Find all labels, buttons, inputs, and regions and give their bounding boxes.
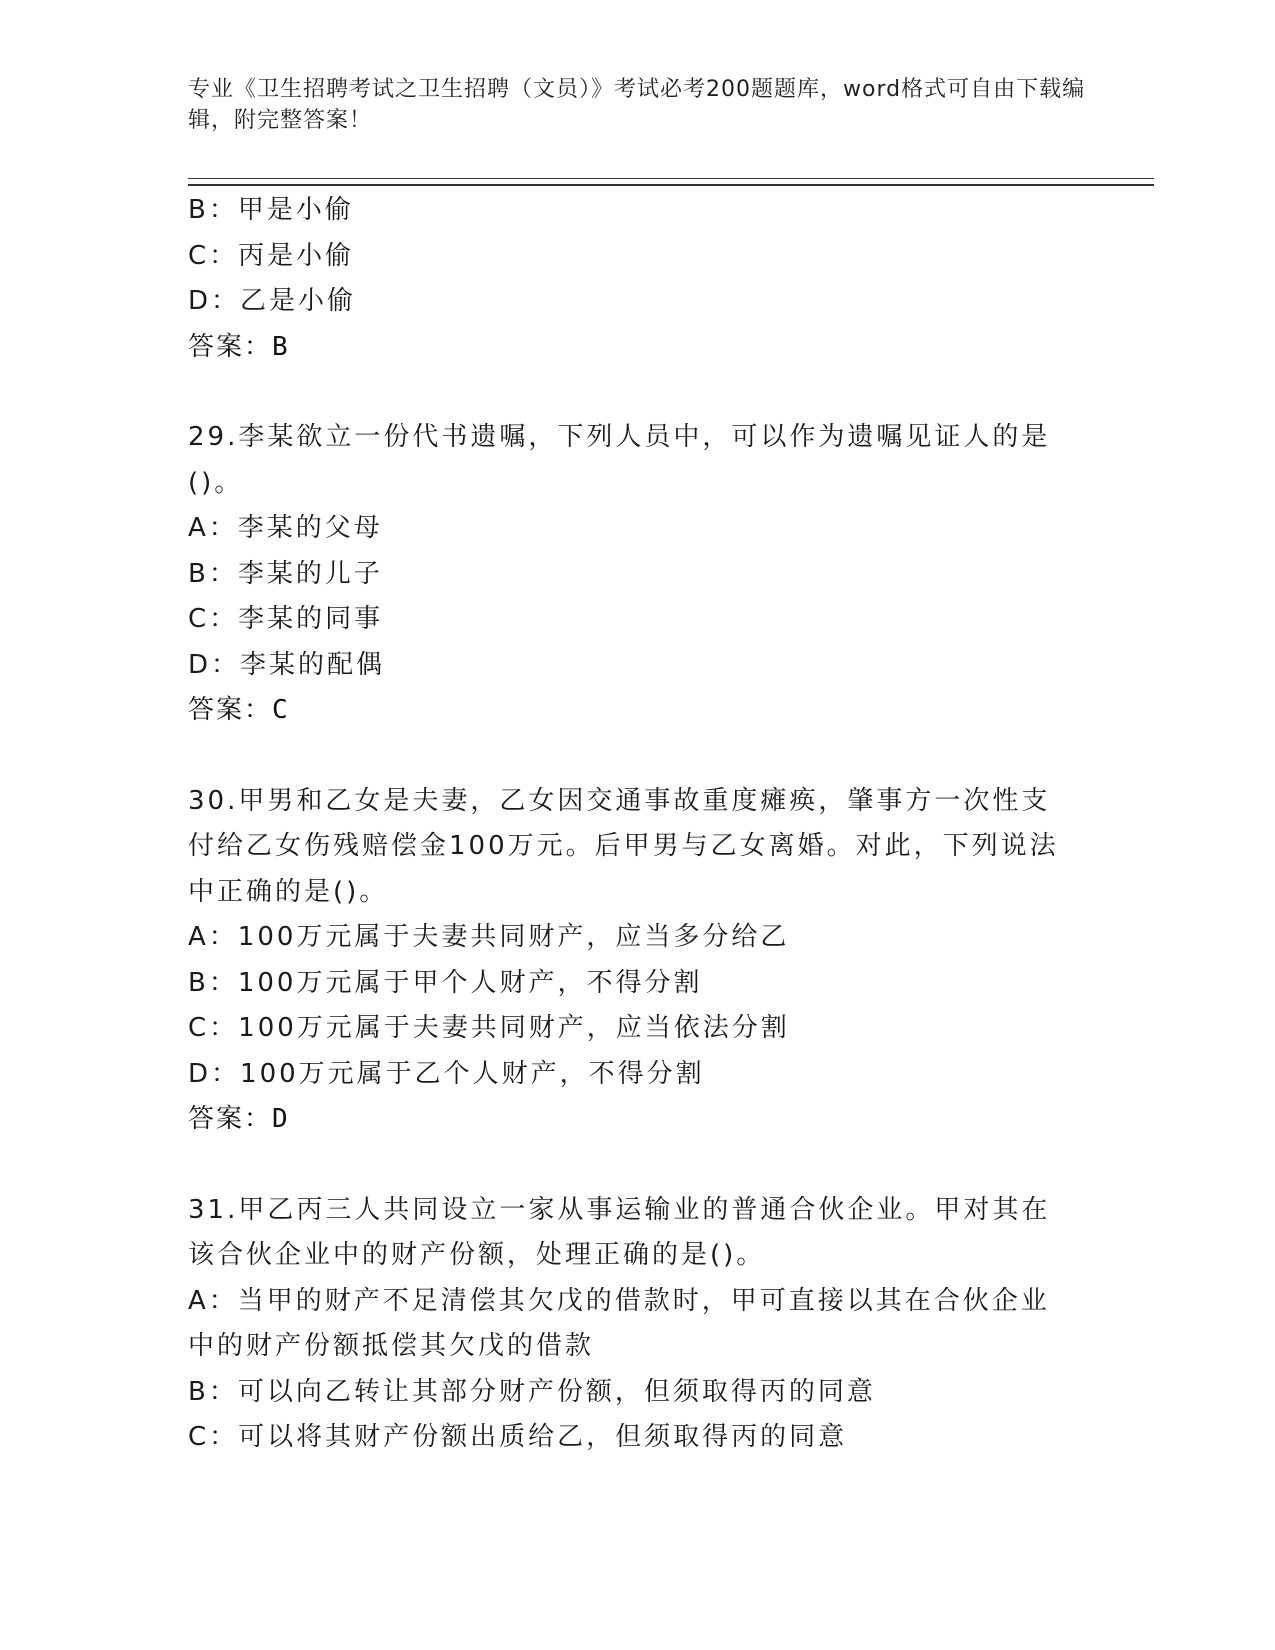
option-a: A：当甲的财产不足清偿其欠戊的借款时，甲可直接以其在合伙企业中的财产份额抵偿其欠戊的借款 — [188, 1285, 1050, 1361]
option-b: B：100万元属于甲个人财产，不得分割 — [188, 967, 703, 998]
option-d: D：100万元属于乙个人财产，不得分割 — [188, 1058, 705, 1089]
option-c: C：丙是小偷 — [188, 240, 355, 271]
option-d: D：乙是小偷 — [188, 286, 357, 316]
question-block — [188, 1188, 1068, 1461]
option-a: A：100万元属于夫妻共同财产，应当多分给乙 — [188, 922, 790, 952]
option-c: C：可以将其财产份额出质给乙，但须取得丙的同意 — [188, 1422, 848, 1452]
question-stem: 30.甲男和乙女是夫妻，乙女因交通事故重度瘫痪，肇事方一次性支付给乙女伤残赔偿金100万元。后甲男与乙女离婚。对此，下列说法中正确的是()。 — [188, 785, 1059, 907]
option-c: C：100万元属于夫妻共同财产，应当依法分割 — [188, 1013, 790, 1043]
question-stem: 29.李某欲立一份代书遗嘱，下列人员中，可以作为遗嘱见证人的是()。 — [188, 422, 1051, 498]
question-block — [188, 415, 1068, 734]
page-header-text: 专业《卫生招聘考试之卫生招聘（文员）》考试必考200题题库，word格式可自由下载编辑，附完整答案！ — [188, 77, 1086, 133]
answer-value: D — [272, 1104, 290, 1134]
answer-value: B — [272, 331, 290, 362]
question-stem: 31.甲乙丙三人共同设立一家从事运输业的普通合伙企业。甲对其在该合伙企业中的财产份额，处理正确的是()。 — [188, 1194, 1051, 1270]
answer-label: 答案： — [188, 1104, 273, 1134]
answer-line — [188, 688, 1068, 734]
answer-line — [188, 1097, 1068, 1143]
option-c: C：李某的同事 — [188, 604, 384, 634]
question-block — [188, 779, 1068, 1143]
option-b: B：李某的儿子 — [188, 558, 383, 589]
option-a: A：李某的父母 — [188, 513, 383, 543]
option-d: D：李某的配偶 — [188, 649, 386, 680]
answer-value: C — [272, 695, 290, 725]
question-block — [188, 188, 1068, 370]
header-divider — [188, 178, 1154, 186]
question-list — [188, 188, 1068, 1461]
option-b: B：甲是小偷 — [188, 195, 354, 225]
answer-line — [188, 325, 1068, 371]
option-b: B：可以向乙转让其部分财产份额，但须取得丙的同意 — [188, 1376, 876, 1407]
answer-label: 答案： — [188, 331, 273, 362]
answer-label: 答案： — [188, 695, 273, 725]
